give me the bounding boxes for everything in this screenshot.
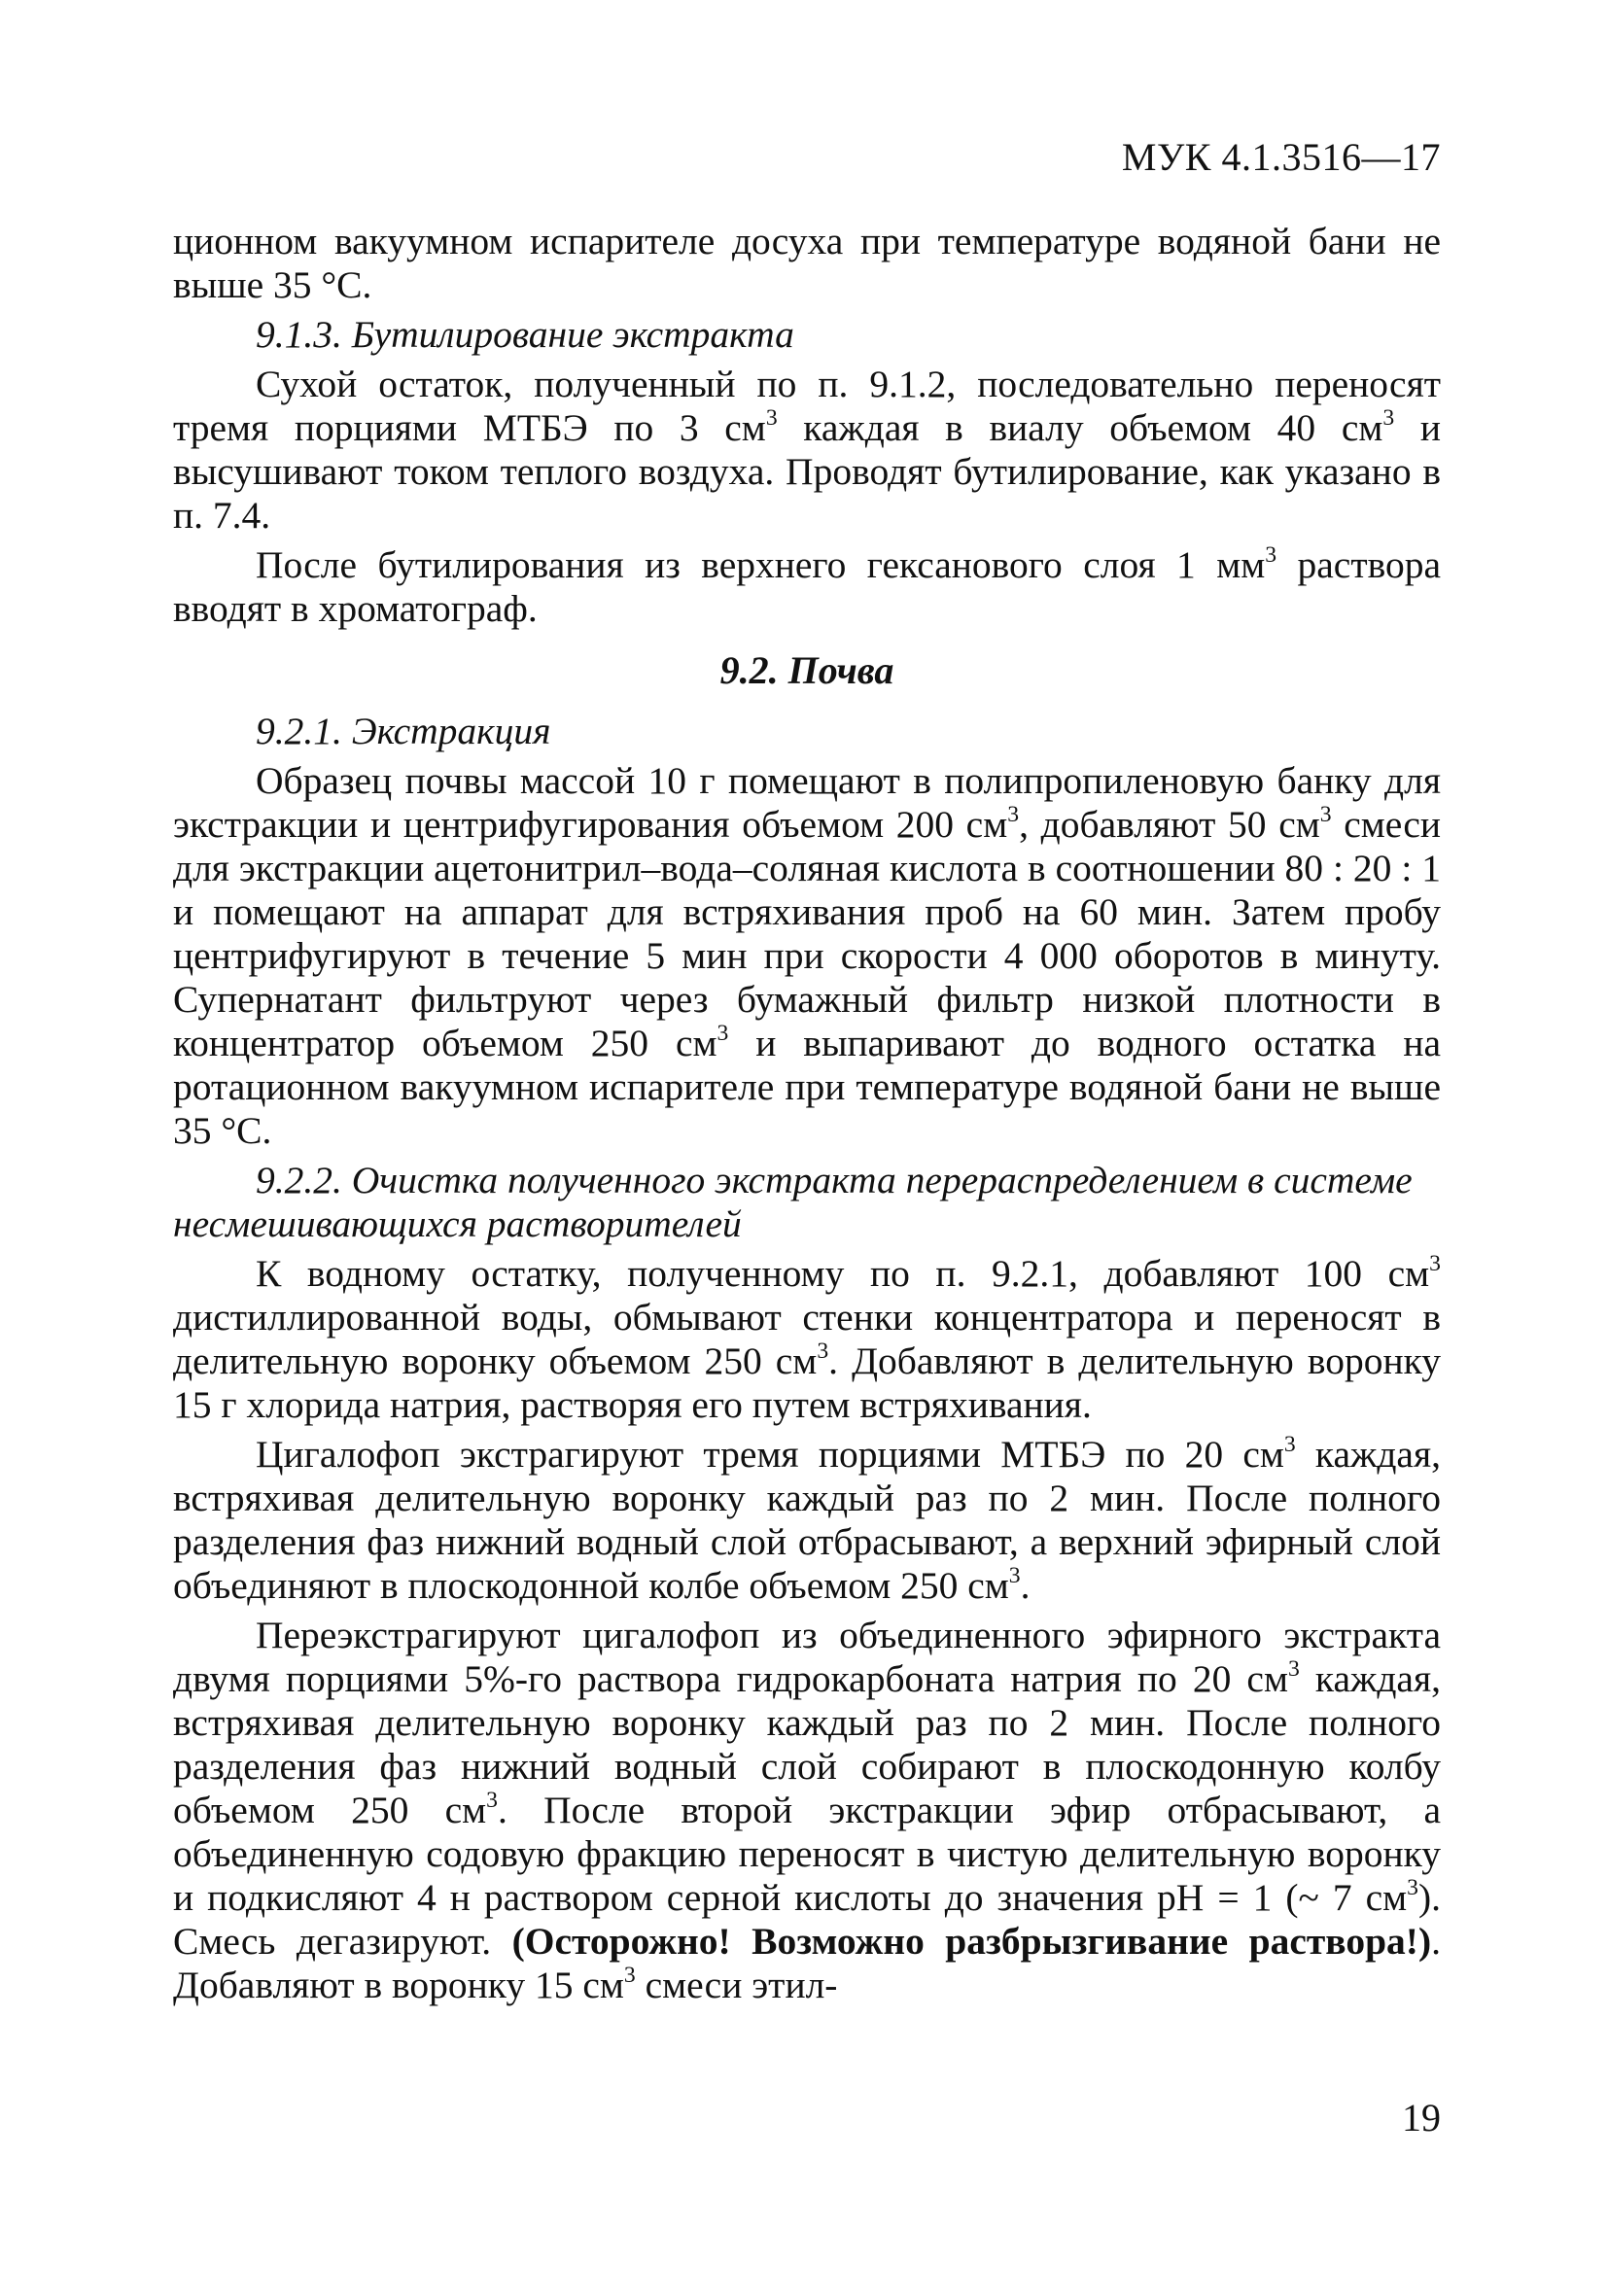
- subsection-title-9-1-3: 9.1.3. Бутилирование экстракта: [256, 313, 794, 356]
- document-code: МУК 4.1.3516—17: [1121, 135, 1441, 179]
- page-number: 19: [1402, 2096, 1441, 2139]
- paragraph-9-2-2-c: Переэкстрагируют цигалофоп из объединенного эфирного экстракта двумя порциями 5%-го раствора гидрокарбоната натрия по 20 $см^3$ каждая, встряхивая делительную воронку каждый раз по 2 мин. После полного разделения фаз нижний водный слой собирают в плоскодонную колбу объемом 250 $см^3$. После второй экстракции эфир отбрасывают, а объединенную содовую фракцию переносят в чистую делительную воронку и подкисляют 4 н раствором серной кислоты до значения pH = 1 (~ 7 $см^3$). Смесь дегазируют. (Осторожно! Возможно разбрызгивание раствора!). Добавляют в воронку 15 $см^3$ смеси этил-: [173, 1614, 1442, 2006]
- paragraph-9-1-3-b: После бутилирования из верхнего гексанового слоя 1 $мм^3$ раствора вводят в хроматограф.: [173, 541, 1442, 630]
- paragraph-9-2-2-a: К водному остатку, полученному по п. 9.2.1, добавляют 100 $см^3$ дистиллированной воды, обмывают стенки концентратора и переносят в делительную воронку объемом 250 $см^3$. Добавляют в делительную воронку 15 г хлорида натрия, растворяя его путем встряхивания.: [173, 1250, 1441, 1426]
- subsection-title-9-2-2: 9.2.2. Очистка полученного экстракта перераспределением в системе несмешивающихся растворителей: [173, 1159, 1413, 1245]
- subsection-title-9-2-1: 9.2.1. Экстракция: [256, 710, 551, 752]
- paragraph-continuation: ционном вакуумном испарителе досуха при температуре водяной бани не выше 35 °С.: [173, 220, 1441, 306]
- warning-text: (Осторожно! Возможно разбрызгивание раствора!): [511, 1920, 1432, 1963]
- section-title-9-2: 9.2. Почва: [719, 648, 894, 692]
- paragraph-9-1-3-a: Сухой остаток, полученный по п. 9.1.2, последовательно переносят тремя порциями МТБЭ по 3 $см^3$ каждая в виалу объемом 40 $см^3$ и высушивают током теплого воздуха. Проводят бутилирование, как указано в п. 7.4.: [173, 363, 1441, 537]
- paragraph-9-2-2-b: Цигалофоп экстрагируют тремя порциями МТБЭ по 20 $см^3$ каждая, встряхивая делительную воронку каждый раз по 2 мин. После полного разделения фаз нижний водный слой отбрасывают, а верхний эфирный слой объединяют в плоскодонной колбе объемом 250 $см^3$.: [173, 1431, 1441, 1607]
- paragraph-9-2-1: Образец почвы массой 10 г помещают в полипропиленовую банку для экстракции и центрифугирования объемом 200 $см^3$, добавляют 50 $см^3$ смеси для экстракции ацетонитрил–вода–соляная кислота в соотношении 80 : 20 : 1 и помещают на аппарат для встряхивания проб на 60 мин. Затем пробу центрифугируют в течение 5 мин при скорости 4 000 оборотов в минуту. Супернатант фильтруют через бумажный фильтр низкой плотности в концентратор объемом 250 $см^3$ и выпаривают до водного остатка на ротационном вакуумном испарителе при температуре водяной бани не выше 35 °С.: [173, 759, 1442, 1152]
- page-body: [173, 220, 1441, 2013]
